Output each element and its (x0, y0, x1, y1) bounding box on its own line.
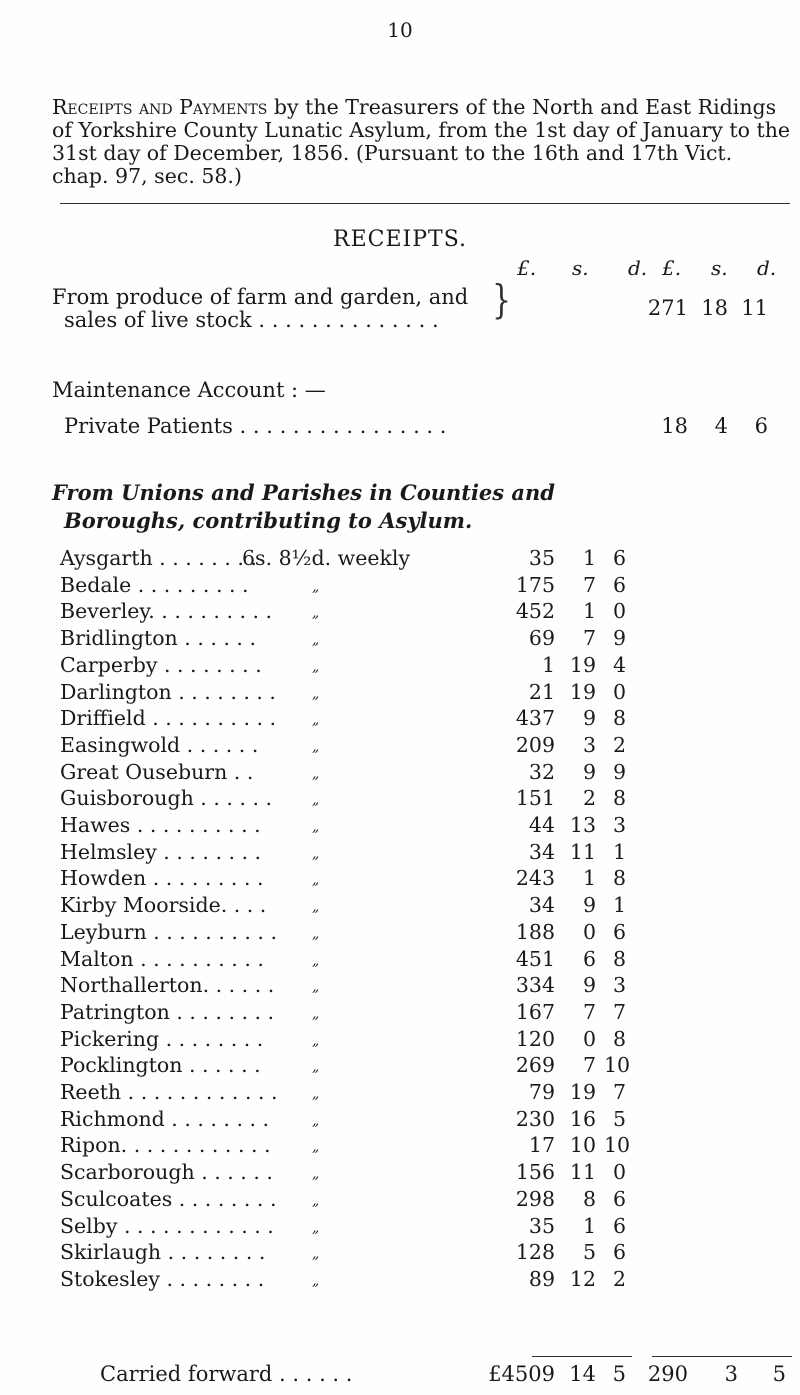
union-row (60, 786, 800, 814)
union-shillings: 11 (569, 839, 596, 864)
union-shillings: 5 (582, 1240, 596, 1265)
ditto-mark: „ (312, 872, 320, 889)
union-name: Sculcoates . . . . . . . . (60, 1186, 277, 1211)
union-pence: 3 (612, 973, 626, 998)
maintenance-label: Maintenance Account : — (52, 378, 326, 402)
union-name: Carperby . . . . . . . . (60, 652, 262, 677)
ditto-mark: „ (312, 845, 320, 862)
union-pounds: 89 (528, 1266, 555, 1291)
union-pence: 4 (612, 652, 626, 677)
union-pence: 6 (612, 1186, 626, 1211)
union-pounds: 32 (528, 759, 555, 784)
col-head-left-shillings: s. (572, 256, 589, 280)
union-pounds: 269 (515, 1053, 555, 1078)
union-row (60, 840, 800, 868)
farm-produce-shillings: 18 (701, 296, 728, 320)
union-pence: 7 (612, 1080, 626, 1104)
union-row (60, 1027, 800, 1055)
union-shillings: 9 (582, 759, 596, 784)
private-patients-pence: 6 (754, 414, 768, 438)
union-shillings: 6 (582, 946, 596, 971)
total-rule-right (652, 1356, 792, 1357)
union-shillings: 12 (569, 1266, 596, 1291)
unions-heading-line1: From Unions and Parishes in Counties and (52, 480, 555, 505)
private-patients-pounds: 18 (661, 414, 688, 438)
union-shillings: 7 (582, 999, 596, 1024)
union-pence: 6 (612, 572, 626, 597)
heading-lead: Receipts and Payments (52, 95, 268, 119)
total-rule-left (532, 1356, 632, 1357)
ditto-mark: „ (312, 765, 320, 782)
union-shillings: 11 (569, 1160, 596, 1185)
union-name: Easingwold . . . . . . (60, 732, 259, 757)
ditto-mark: „ (312, 1246, 320, 1263)
union-pence: 8 (612, 866, 626, 891)
union-shillings: 9 (582, 973, 596, 998)
ditto-mark: „ (312, 899, 320, 916)
union-row (60, 706, 800, 734)
union-pounds: 167 (515, 999, 555, 1024)
union-name: Aysgarth . . . . . . . . (60, 546, 257, 570)
union-pounds: 437 (515, 706, 555, 731)
private-patients-shillings: 4 (714, 414, 728, 438)
union-row (60, 920, 800, 948)
union-pounds: 175 (515, 572, 555, 597)
union-name: Pocklington . . . . . . (60, 1053, 261, 1078)
union-shillings: 7 (582, 1053, 596, 1078)
heading-rest: by the Treasurers of the North and East Ridings of Yorkshire County Lunatic Asylum, from the 1st day of January to the 31st day of December, 1856. (Pursuant to the 16th and 17th Vict. chap. 97, sec. 58.) (52, 95, 791, 188)
union-pence: 0 (612, 679, 626, 704)
union-pounds: 34 (528, 839, 555, 864)
union-shillings: 10 (569, 1133, 596, 1158)
union-row (60, 599, 800, 627)
ditto-mark: „ (312, 1219, 320, 1236)
col-head-right-shillings: s. (711, 256, 728, 280)
unions-heading-line2: Boroughs, contributing to Asylum. (64, 508, 473, 533)
carried-forward-left-pounds: £4509 (488, 1362, 555, 1386)
carried-forward-left-pence: 5 (612, 1362, 626, 1386)
union-pence: 6 (612, 919, 626, 944)
heading-rule (60, 203, 790, 204)
union-name: Bridlington . . . . . . (60, 626, 256, 651)
union-shillings: 19 (569, 679, 596, 704)
ditto-mark: „ (312, 1032, 320, 1049)
union-pence: 6 (612, 1240, 626, 1265)
union-row (60, 573, 800, 601)
union-name: Richmond . . . . . . . . (60, 1106, 270, 1131)
farm-produce-pence: 11 (741, 296, 768, 320)
ditto-mark: „ (312, 658, 320, 675)
union-row (60, 1080, 800, 1108)
union-pounds: 34 (528, 893, 555, 918)
union-name: Pickering . . . . . . . . (60, 1026, 264, 1051)
union-pence: 8 (612, 1026, 626, 1051)
union-name: Hawes . . . . . . . . . . (60, 813, 261, 837)
ditto-mark: „ (312, 979, 320, 996)
ditto-mark: „ (312, 712, 320, 729)
union-pence: 6 (612, 1213, 626, 1238)
ditto-mark: „ (312, 1112, 320, 1129)
ditto-mark: „ (312, 1272, 320, 1289)
union-pence: 0 (612, 1160, 626, 1185)
union-pounds: 230 (515, 1106, 555, 1131)
union-shillings: 0 (582, 1026, 596, 1051)
union-shillings: 3 (582, 732, 596, 757)
union-pence: 5 (612, 1106, 626, 1131)
union-pence: 10 (604, 1133, 631, 1158)
union-shillings: 1 (582, 1213, 596, 1238)
carried-forward-right-shillings: 3 (724, 1362, 738, 1386)
union-pence: 8 (612, 946, 626, 971)
col-head-right-pounds: £. (662, 256, 682, 280)
union-row (60, 1107, 800, 1135)
union-name: Skirlaugh . . . . . . . . (60, 1240, 266, 1265)
union-row (60, 866, 800, 894)
union-name: Howden . . . . . . . . . (60, 866, 264, 891)
union-pence: 2 (612, 1266, 626, 1291)
union-name: Malton . . . . . . . . . . (60, 946, 264, 971)
union-pounds: 452 (515, 599, 555, 624)
ditto-mark: „ (312, 1192, 320, 1209)
union-shillings: 9 (582, 893, 596, 918)
union-row (60, 973, 800, 1001)
union-pence: 1 (612, 893, 626, 918)
union-shillings: 7 (582, 572, 596, 597)
union-pounds: 69 (528, 626, 555, 651)
document-heading (52, 96, 792, 188)
union-row (60, 546, 800, 574)
union-pounds: 451 (515, 946, 555, 971)
union-shillings: 19 (569, 1080, 596, 1104)
ditto-mark: „ (312, 578, 320, 595)
ditto-mark: „ (312, 1139, 320, 1156)
col-head-left-pounds: £. (517, 256, 537, 280)
union-row (60, 947, 800, 975)
union-name: Bedale . . . . . . . . . (60, 572, 249, 597)
union-pence: 10 (604, 1053, 631, 1078)
union-row (60, 813, 800, 841)
ditto-mark: „ (312, 952, 320, 969)
union-name: Kirby Moorside. . . . (60, 893, 267, 918)
union-row (60, 1000, 800, 1028)
union-pence: 8 (612, 706, 626, 731)
union-row (60, 1160, 800, 1188)
union-row (60, 1267, 800, 1295)
union-shillings: 9 (582, 706, 596, 731)
union-pounds: 188 (515, 919, 555, 944)
union-name: Darlington . . . . . . . . (60, 679, 276, 704)
union-row (60, 760, 800, 788)
union-name: Patrington . . . . . . . . (60, 999, 275, 1024)
union-pounds: 1 (541, 652, 555, 677)
union-shillings: 1 (582, 866, 596, 891)
ditto-mark: „ (312, 1059, 320, 1076)
union-row (60, 626, 800, 654)
union-shillings: 1 (582, 546, 596, 570)
union-shillings: 2 (582, 786, 596, 811)
ditto-mark: „ (312, 1086, 320, 1102)
union-pounds: 243 (515, 866, 555, 891)
union-row (60, 1187, 800, 1215)
union-name: Reeth . . . . . . . . . . . . (60, 1080, 278, 1104)
carried-forward-right-pounds: 290 (647, 1362, 688, 1386)
union-row (60, 733, 800, 761)
union-name: Northallerton. . . . . . (60, 973, 275, 998)
ditto-mark: „ (312, 632, 320, 649)
union-shillings: 7 (582, 626, 596, 651)
union-shillings: 0 (582, 919, 596, 944)
union-name: Scarborough . . . . . . (60, 1160, 273, 1185)
union-name: Leyburn . . . . . . . . . . (60, 919, 277, 944)
union-row (60, 893, 800, 921)
union-pence: 2 (612, 732, 626, 757)
col-head-left-pence: d. (628, 256, 648, 280)
union-pounds: 334 (515, 973, 555, 998)
union-pounds: 156 (515, 1160, 555, 1185)
union-row (60, 1214, 800, 1242)
section-title: RECEIPTS. (333, 227, 467, 252)
union-pence: 9 (612, 759, 626, 784)
farm-produce-pounds: 271 (647, 296, 688, 320)
union-name: Helmsley . . . . . . . . (60, 839, 262, 864)
farm-produce-line2: sales of live stock . . . . . . . . . . . . . . (64, 308, 439, 332)
union-name: Beverley. . . . . . . . . . (60, 599, 273, 624)
carried-forward-right-pence: 5 (772, 1362, 786, 1386)
union-row (60, 680, 800, 708)
union-pounds: 21 (528, 679, 555, 704)
private-patients-label: Private Patients . . . . . . . . . . . . . . . . (64, 414, 447, 438)
union-pounds: 35 (528, 546, 555, 570)
ditto-mark: „ (312, 819, 320, 835)
ditto-mark: „ (312, 1166, 320, 1183)
union-row (60, 1133, 800, 1161)
union-name: Selby . . . . . . . . . . . . (60, 1213, 274, 1238)
union-pence: 8 (612, 786, 626, 811)
union-pence: 0 (612, 599, 626, 624)
union-row (60, 653, 800, 681)
union-pounds: 298 (515, 1186, 555, 1211)
union-name: Great Ouseburn . . (60, 759, 254, 784)
union-name: Driffield . . . . . . . . . . (60, 706, 277, 731)
union-pence: 7 (612, 999, 626, 1024)
union-shillings: 16 (569, 1106, 596, 1131)
union-pounds: 128 (515, 1240, 555, 1265)
union-name: Guisborough . . . . . . (60, 786, 272, 811)
union-pounds: 17 (528, 1133, 555, 1158)
union-shillings: 13 (569, 813, 596, 837)
ditto-mark: „ (312, 685, 320, 702)
union-pounds: 151 (515, 786, 555, 811)
union-row (60, 1240, 800, 1268)
ditto-mark: „ (312, 925, 320, 942)
col-head-right-pence: d. (757, 256, 777, 280)
union-pence: 9 (612, 626, 626, 651)
union-pounds: 209 (515, 732, 555, 757)
carried-forward-label: Carried forward . . . . . . (100, 1362, 353, 1386)
union-pounds: 44 (528, 813, 555, 837)
carried-forward-left-shillings: 14 (569, 1362, 596, 1386)
farm-produce-line1: From produce of farm and garden, and (52, 285, 469, 309)
union-pounds: 120 (515, 1026, 555, 1051)
brace-symbol: } (492, 277, 512, 324)
union-pence: 1 (612, 839, 626, 864)
weekly-rate: 6s. 8½d. weekly (242, 546, 411, 570)
page-number: 10 (387, 18, 413, 42)
union-pence: 6 (612, 546, 626, 570)
ditto-mark: „ (312, 792, 320, 809)
ditto-mark: „ (312, 738, 320, 755)
union-shillings: 1 (582, 599, 596, 624)
union-pounds: 35 (528, 1213, 555, 1238)
union-shillings: 8 (582, 1186, 596, 1211)
union-name: Ripon. . . . . . . . . . . . (60, 1133, 271, 1158)
ditto-mark: „ (312, 605, 320, 622)
union-name: Stokesley . . . . . . . . (60, 1266, 265, 1291)
union-shillings: 19 (569, 652, 596, 677)
union-row (60, 1053, 800, 1081)
union-pounds: 79 (528, 1080, 555, 1104)
union-pence: 3 (612, 813, 626, 837)
ditto-mark: „ (312, 1005, 320, 1022)
